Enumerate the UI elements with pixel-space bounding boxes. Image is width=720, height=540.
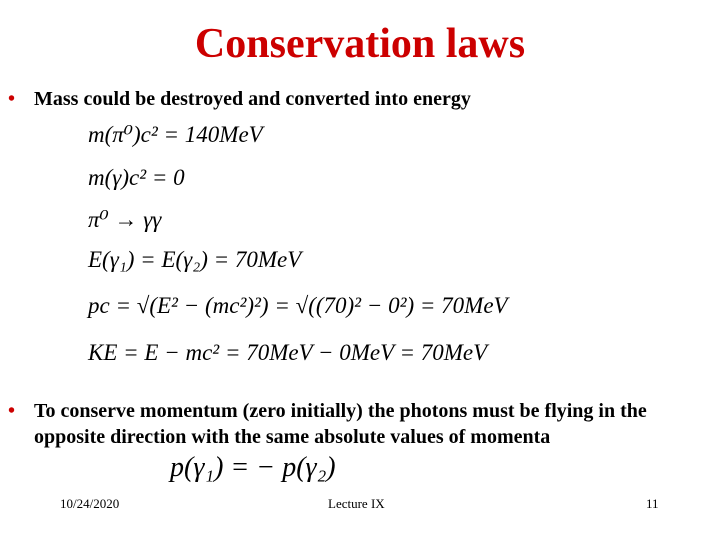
bullet-dot: • [8,400,16,422]
bullet-text: To conserve momentum (zero initially) the photons must be flying in the opposite direction with the same absolute values of momenta [34,400,647,448]
footer-page-number: 11 [646,496,659,511]
equation-pion-mass: m(π⁰)c² = 140MeV [88,122,263,147]
equation-photon-mass: m(γ)c² = 0 [88,165,185,190]
footer-date: 10/24/2020 [60,496,120,511]
equation-momentum: pc = √(E² − (mc²)²) = √((70)² − 0²) = 70MeV [88,293,508,318]
footer-lecture: Lecture IX [328,496,385,511]
slide-title: Conservation laws [194,21,526,67]
equation-kinetic-energy: KE = E − mc² = 70MeV − 0MeV = 70MeV [88,340,488,365]
equation-photon-momenta: p(γ₁) = − p(γ₂) [170,452,336,483]
equation-pion-decay: π⁰ → γγ [88,207,162,232]
bullet-text: Mass could be destroyed and converted into energy [34,88,471,110]
equation-photon-energy: E(γ₁) = E(γ₂) = 70MeV [88,247,302,272]
bullet-dot: • [8,88,16,110]
